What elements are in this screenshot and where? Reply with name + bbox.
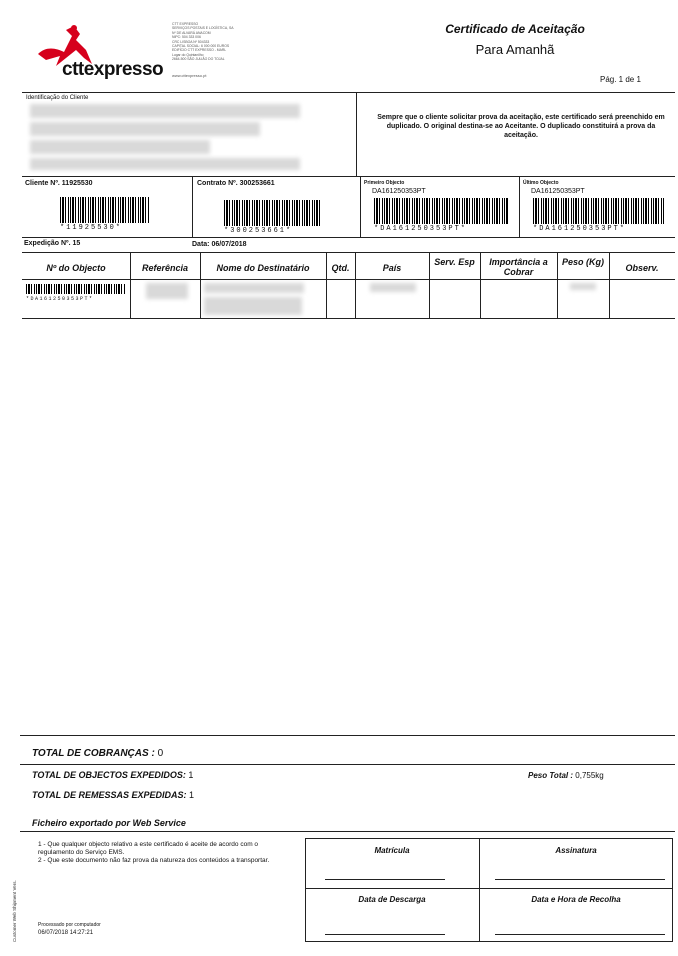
client-extra-redacted <box>30 158 300 170</box>
last-object-label: Último Objecto <box>523 180 559 186</box>
client-city-redacted <box>30 140 210 154</box>
website: www.cttexpresso.pt <box>172 73 207 78</box>
client-number: Cliente Nº. 11925530 <box>25 180 93 187</box>
client-address-redacted <box>30 122 260 136</box>
col-header-weight: Peso (Kg) <box>561 257 604 267</box>
col-header-special-service: Serv. Esp <box>434 257 475 267</box>
row-object-barcode <box>26 284 126 294</box>
col-header-recipient: Nome do Destinatário <box>216 263 310 273</box>
total-shipments: TOTAL DE REMESSAS EXPEDIDAS: 1 <box>32 790 195 800</box>
col-header-reference: Referência <box>141 263 189 273</box>
first-object-barcode <box>374 198 508 224</box>
matricula-label: Matrícula <box>374 846 410 855</box>
processed-label: Processado por computador <box>38 922 101 928</box>
total-objects: TOTAL DE OBJECTOS EXPEDIDOS: 1 <box>32 770 194 780</box>
processed-datetime: 06/07/2018 14:27:21 <box>38 930 94 936</box>
contract-barcode <box>224 200 322 226</box>
col-header-qty: Qtd. <box>331 263 350 273</box>
first-object-value: DA161250353PT <box>372 188 426 195</box>
expedition-date: Data: 06/07/2018 <box>192 241 247 248</box>
last-object-barcode-text: *DA161250353PT* <box>533 225 627 233</box>
client-id-label: Identificação do Cliente <box>26 95 89 101</box>
col-header-object: Nº do Objecto <box>46 263 106 273</box>
client-barcode <box>60 197 150 223</box>
data-hora-recolha-label: Data e Hora de Recolha <box>531 895 621 904</box>
row-reference-redacted <box>146 283 188 299</box>
export-note: Ficheiro exportado por Web Service <box>32 818 186 828</box>
first-object-barcode-text: *DA161250353PT* <box>374 225 468 233</box>
side-version-text: Customer Web Shipment Vers. <box>12 880 17 942</box>
document-subtitle: Para Amanhã <box>475 42 555 57</box>
document-title: Certificado de Aceitação <box>445 22 585 36</box>
data-descarga-label: Data de Descarga <box>358 895 426 904</box>
col-header-amount: Importância a Cobrar <box>489 257 548 277</box>
expedition-number: Expedição Nº. 15 <box>24 240 81 247</box>
acceptance-notice: Sempre que o cliente solicitar prova da aceitação, este certificado será preenchido em duplicado. O original destina-se ao Aceitante. O duplicado constituirá a prova da aceitação. <box>377 114 665 139</box>
col-header-country: País <box>382 263 402 273</box>
terms: 1 - Que qualquer objecto relativo a este certificado é aceite de acordo com o regulamento do Serviço EMS. 2 - Que este documento não faz prova da natureza dos conteúdos a transportar. <box>38 841 270 864</box>
row-recipient-redacted <box>204 283 304 293</box>
assinatura-label: Assinatura <box>555 846 597 855</box>
total-collections: TOTAL DE COBRANÇAS : 0 <box>32 748 164 759</box>
row-weight-redacted <box>570 283 596 290</box>
last-object-value: DA161250353PT <box>531 188 585 195</box>
company-info: CTT EXPRESSO SERVIÇOS POSTAIS E LOGÍSTICA, SA Nº DE ALVARÁ ANACOM NIPC: 504 333 006 CRC LISBOA Nº 504333 CAPITAL SOCIAL: 6 000 000 EUROS EDIFÍCIO CTT EXPRESSO - MARL Lugar do Quintanilho 2664-500 SÃO JULIÃO DO TOJAL <box>172 22 234 62</box>
row-object-barcode-text: *DA161250353PT* <box>26 296 94 302</box>
row-country-redacted <box>370 283 416 292</box>
first-object-label: Primeiro Objecto <box>364 180 405 186</box>
col-header-observations: Observ. <box>625 263 659 273</box>
total-weight: Peso Total : 0,755kg <box>528 771 604 780</box>
client-barcode-text: *11925530* <box>60 224 123 232</box>
client-name-redacted <box>30 104 300 118</box>
contract-number: Contrato Nº. 300253661 <box>197 180 275 187</box>
last-object-barcode <box>533 198 665 224</box>
row-recipient-address-redacted <box>204 297 302 315</box>
page-number: Pág. 1 de 1 <box>600 75 641 84</box>
contract-barcode-text: *300253661* <box>224 227 293 235</box>
brand-name: cttexpresso <box>62 59 164 80</box>
